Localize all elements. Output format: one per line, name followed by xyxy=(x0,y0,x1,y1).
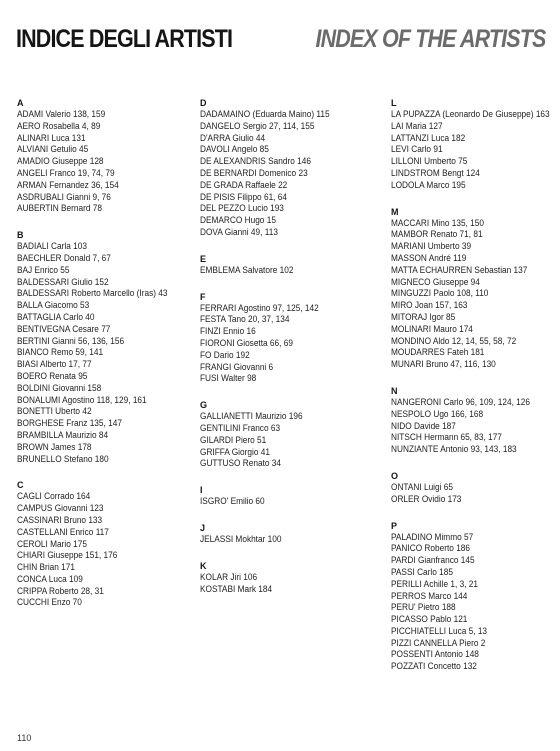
index-column-3 xyxy=(391,97,560,687)
artist-entry: BALLA Giacomo 53 xyxy=(17,300,90,311)
section-letter: K xyxy=(200,560,207,571)
artist-entry: ISGRO' Emilio 60 xyxy=(200,496,265,507)
artist-entry: PIZZI CANNELLA Piero 2 xyxy=(391,637,486,648)
artist-entry: D'ARRA Giulio 44 xyxy=(200,132,266,143)
artist-entry: CUCCHI Enzo 70 xyxy=(17,597,82,608)
artist-entry: DOVA Gianni 49, 113 xyxy=(200,226,278,237)
artist-entry: BADIALI Carla 103 xyxy=(17,241,87,252)
artist-entry: GENTILINI Franco 63 xyxy=(200,422,281,433)
artist-entry: CHIN Brian 171 xyxy=(17,562,75,573)
artist-entry: PICCHIATELLI Luca 5, 13 xyxy=(391,625,488,636)
artist-entry: GRIFFA Giorgio 41 xyxy=(200,446,270,457)
artist-entry: PANICO Roberto 186 xyxy=(391,543,471,554)
artist-entry: BENTIVEGNA Cesare 77 xyxy=(17,323,111,334)
artist-entry: FESTA Tano 20, 37, 134 xyxy=(200,314,290,325)
section-letter: C xyxy=(17,480,24,491)
artist-entry: MINGUZZI Paolo 108, 110 xyxy=(391,288,489,299)
letter-section xyxy=(391,206,560,371)
letter-section xyxy=(200,399,380,470)
artist-entry: ALVIANI Getulio 45 xyxy=(17,144,89,155)
artist-entry: DAVOLI Angelo 85 xyxy=(200,144,269,155)
artist-entry: BALDESSARI Giulio 152 xyxy=(17,276,109,287)
artist-entry: BALDESSARI Roberto Marcello (Iras) 43 xyxy=(17,288,168,299)
artist-entry: DE GRADA Raffaele 22 xyxy=(200,179,288,190)
index-column-1 xyxy=(17,97,197,623)
artist-entry: BAJ Enrico 55 xyxy=(17,264,70,275)
artist-entry: CEROLI Mario 175 xyxy=(17,538,87,549)
section-letter: P xyxy=(391,520,398,531)
artist-entry: GUTTUSO Renato 34 xyxy=(200,458,281,469)
artist-entry: DANGELO Sergio 27, 114, 155 xyxy=(200,120,315,131)
section-letter: O xyxy=(391,470,399,481)
letter-section xyxy=(200,522,380,546)
letter-section xyxy=(17,97,197,215)
letter-section xyxy=(200,484,380,508)
artist-entry: LEVI Carlo 91 xyxy=(391,144,443,155)
artist-entry: MITORAJ Igor 85 xyxy=(391,311,456,322)
artist-entry: CAGLI Corrado 164 xyxy=(17,491,91,502)
artist-entry: POZZATI Concetto 132 xyxy=(391,661,477,672)
artist-entry: FIORONI Giosetta 66, 69 xyxy=(200,337,293,348)
artist-entry: MASSON André 119 xyxy=(391,252,467,263)
artist-entry: ARMAN Fernandez 36, 154 xyxy=(17,179,119,190)
artist-entry: BRAMBILLA Maurizio 84 xyxy=(17,429,109,440)
artist-entry: FINZI Ennio 16 xyxy=(200,326,256,337)
artist-entry: NUNZIANTE Antonio 93, 143, 183 xyxy=(391,444,517,455)
artist-entry: MATTA ECHAURREN Sebastian 137 xyxy=(391,264,528,275)
letter-section xyxy=(200,291,380,386)
artist-entry: CONCA Luca 109 xyxy=(17,573,83,584)
artist-entry: KOSTABI Mark 184 xyxy=(200,583,273,594)
artist-entry: MOUDARRES Fateh 181 xyxy=(391,347,485,358)
artist-entry: MARIANI Umberto 39 xyxy=(391,241,472,252)
artist-entry: NIDO Davide 187 xyxy=(391,420,456,431)
section-letter: E xyxy=(200,253,207,264)
artist-entry: LODOLA Marco 195 xyxy=(391,179,466,190)
artist-entry: LAI Maria 127 xyxy=(391,120,443,131)
artist-entry: ALINARI Luca 131 xyxy=(17,132,86,143)
section-letter: D xyxy=(200,98,207,108)
artist-entry: PALADINO Mimmo 57 xyxy=(391,531,474,542)
artist-entry: NITSCH Hermann 65, 83, 177 xyxy=(391,432,502,443)
artist-entry: GILARDI Piero 51 xyxy=(200,434,267,445)
artist-entry: AMADIO Giuseppe 128 xyxy=(17,156,104,167)
letter-section xyxy=(200,97,380,239)
artist-entry: MOLINARI Mauro 174 xyxy=(391,323,473,334)
section-letter: M xyxy=(391,206,399,217)
artist-entry: BROWN James 178 xyxy=(17,441,92,452)
artist-entry: BERTINI Gianni 56, 136, 156 xyxy=(17,335,125,346)
artist-entry: LILLONI Umberto 75 xyxy=(391,156,468,167)
section-letter: N xyxy=(391,385,398,396)
artist-entry: ORLER Ovidio 173 xyxy=(391,493,462,504)
section-letter: I xyxy=(200,485,203,496)
artist-entry: PERROS Marco 144 xyxy=(391,590,468,601)
artist-entry: DADAMAINO (Eduarda Maino) 115 xyxy=(200,109,330,119)
artist-entry: FO Dario 192 xyxy=(200,349,250,360)
index-column-2 xyxy=(200,97,380,609)
artist-entry: LINDSTROM Bengt 124 xyxy=(391,167,480,178)
artist-entry: AUBERTIN Bernard 78 xyxy=(17,203,102,214)
title-english: INDEX OF THE ARTISTS xyxy=(315,25,546,53)
artist-entry: EMBLEMA Salvatore 102 xyxy=(200,264,294,275)
artist-entry: PICASSO Pablo 121 xyxy=(391,614,468,625)
artist-entry: CASTELLANI Enrico 117 xyxy=(17,526,109,537)
artist-entry: ANGELI Franco 19, 74, 79 xyxy=(17,167,115,178)
artist-entry: ASDRUBALI Gianni 9, 76 xyxy=(17,191,111,202)
artist-entry: KOLAR Jiri 106 xyxy=(200,571,258,582)
artist-entry: DEMARCO Hugo 15 xyxy=(200,215,276,226)
section-letter: J xyxy=(200,522,206,533)
artist-entry: BIASI Alberto 17, 77 xyxy=(17,359,92,370)
artist-entry: PERILLI Achille 1, 3, 21 xyxy=(391,578,478,589)
artist-entry: MUNARI Bruno 47, 116, 130 xyxy=(391,359,496,370)
artist-entry: CRIPPA Roberto 28, 31 xyxy=(17,585,104,596)
artist-entry: CHIARI Giuseppe 151, 176 xyxy=(17,550,118,561)
letter-section xyxy=(200,560,380,596)
page-number: 110 xyxy=(17,733,32,743)
letter-section xyxy=(391,520,560,674)
artist-entry: MAMBOR Renato 71, 81 xyxy=(391,229,483,240)
artist-entry: PASSI Carlo 185 xyxy=(391,566,453,577)
artist-entry: CAMPUS Giovanni 123 xyxy=(17,503,104,514)
artist-entry: BAECHLER Donald 7, 67 xyxy=(17,252,111,263)
artist-entry: AERO Rosabella 4, 89 xyxy=(17,120,101,131)
letter-section xyxy=(391,97,560,192)
artist-entry: FUSI Walter 98 xyxy=(200,373,257,384)
section-letter: L xyxy=(391,98,397,108)
artist-entry: DE PISIS Filippo 61, 64 xyxy=(200,191,287,202)
section-letter: B xyxy=(17,230,24,241)
letter-section xyxy=(200,253,380,277)
artist-entry: ADAMI Valerio 138, 159 xyxy=(17,109,106,119)
artist-entry: DEL PEZZO Lucio 193 xyxy=(200,203,284,214)
artist-entry: POSSENTI Antonio 148 xyxy=(391,649,479,660)
artist-entry: JELASSI Mokhtar 100 xyxy=(200,533,282,544)
artist-entry: BATTAGLIA Carlo 40 xyxy=(17,311,95,322)
artist-entry: BIANCO Remo 59, 141 xyxy=(17,347,104,358)
artist-entry: MIGNECO Giuseppe 94 xyxy=(391,276,480,287)
artist-entry: MIRO Joan 157, 163 xyxy=(391,300,468,311)
artist-entry: LATTANZI Luca 182 xyxy=(391,132,466,143)
artist-entry: MACCARI Mino 135, 150 xyxy=(391,217,484,228)
artist-entry: NESPOLO Ugo 166, 168 xyxy=(391,408,484,419)
artist-entry: DE BERNARDI Domenico 23 xyxy=(200,167,308,178)
artist-entry: MONDINO Aldo 12, 14, 55, 58, 72 xyxy=(391,335,517,346)
artist-entry: BRUNELLO Stefano 180 xyxy=(17,453,109,464)
title-italian: INDICE DEGLI ARTISTI xyxy=(16,25,233,53)
artist-entry: FERRARI Agostino 97, 125, 142 xyxy=(200,302,319,313)
letter-section xyxy=(391,385,560,456)
letter-section xyxy=(391,470,560,506)
artist-entry: NANGERONI Carlo 96, 109, 124, 126 xyxy=(391,396,530,407)
artist-entry: PARDI Gianfranco 145 xyxy=(391,555,475,566)
artist-entry: GALLIANETTI Maurizio 196 xyxy=(200,411,303,422)
artist-entry: BORGHESE Franz 135, 147 xyxy=(17,418,122,429)
section-letter: F xyxy=(200,291,206,302)
artist-entry: LA PUPAZZA (Leonardo De Giuseppe) 163 xyxy=(391,109,550,119)
artist-entry: DE ALEXANDRIS Sandro 146 xyxy=(200,156,311,167)
letter-section xyxy=(17,229,197,465)
artist-entry: BOERO Renata 95 xyxy=(17,370,88,381)
artist-entry: CASSINARI Bruno 133 xyxy=(17,514,103,525)
artist-entry: PERU' Pietro 188 xyxy=(391,602,456,613)
letter-section xyxy=(17,479,197,609)
artist-entry: BONETTI Uberto 42 xyxy=(17,406,92,417)
section-letter: G xyxy=(200,400,208,411)
artist-entry: BOLDINI Giovanni 158 xyxy=(17,382,102,393)
section-letter: A xyxy=(17,98,24,108)
artist-entry: ONTANI Luigi 65 xyxy=(391,481,453,492)
artist-entry: BONALUMI Agostino 118, 129, 161 xyxy=(17,394,147,405)
artist-entry: FRANGI Giovanni 6 xyxy=(200,361,274,372)
